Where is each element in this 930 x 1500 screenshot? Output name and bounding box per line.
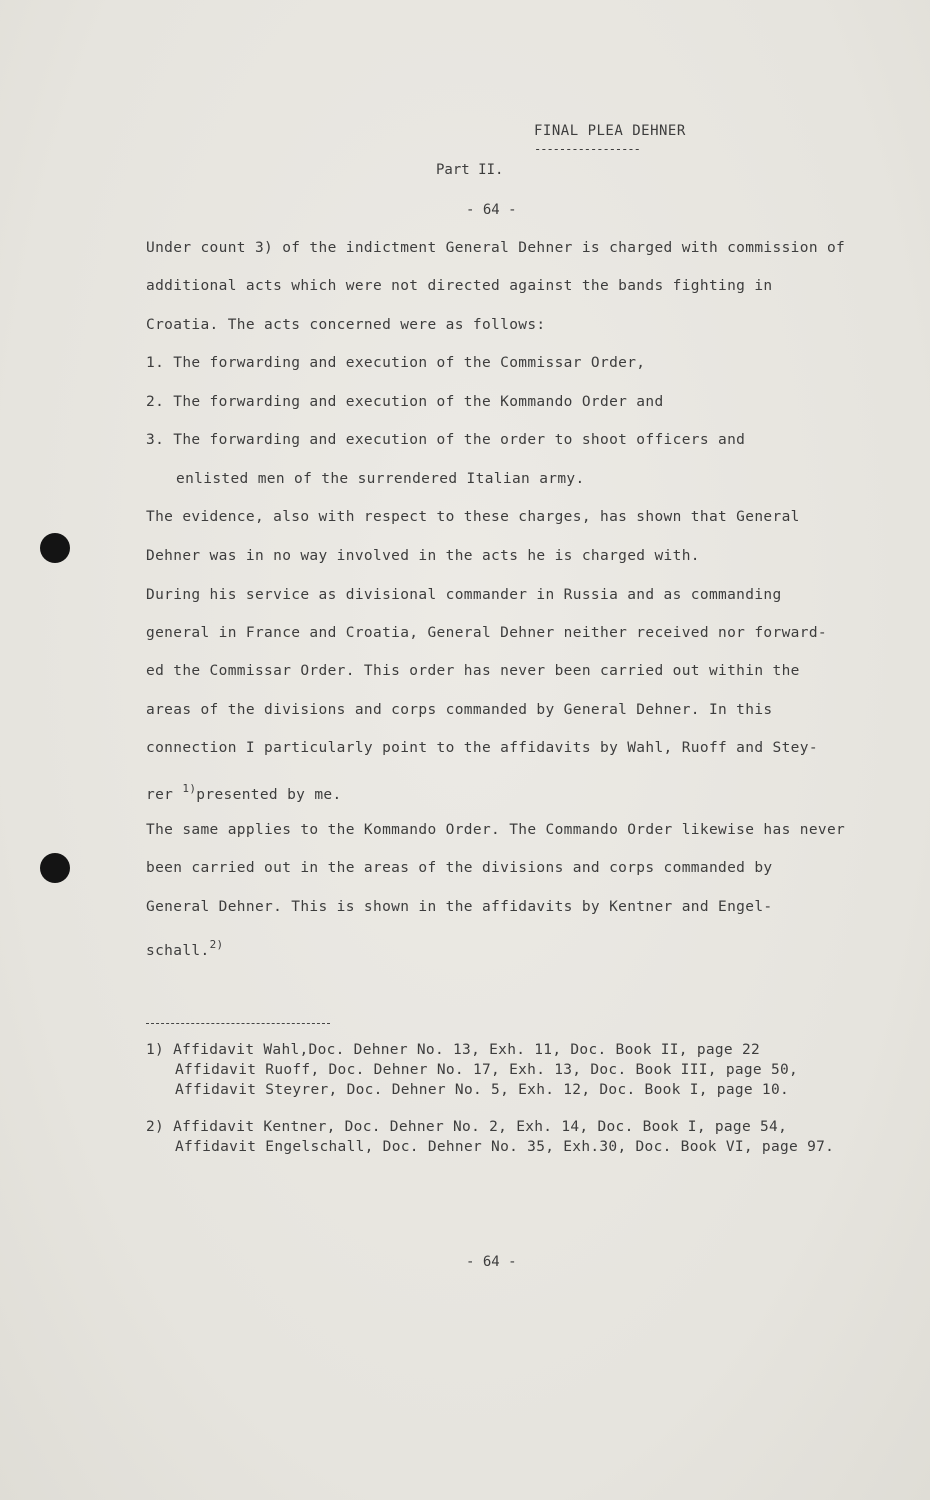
body-line: general in France and Croatia, General Dehner neither received nor forward- xyxy=(146,625,827,641)
list-item-2: 2. The forwarding and execution of the Kommando Order and xyxy=(146,394,664,410)
footnote-1-line-3: Affidavit Steyrer, Doc. Dehner No. 5, Exh. 12, Doc. Book I, page 10. xyxy=(175,1082,790,1098)
punch-hole-lower xyxy=(40,853,70,883)
footnote-separator xyxy=(146,1023,330,1024)
footnote-1-line-1: 1) Affidavit Wahl,Doc. Dehner No. 13, Exh. 11, Doc. Book II, page 22 xyxy=(146,1042,761,1058)
body-line-tail: presented by me. xyxy=(196,787,342,803)
footnote-2-line-2: Affidavit Engelschall, Doc. Dehner No. 35, Exh.30, Doc. Book VI, page 97. xyxy=(175,1139,835,1155)
footnote-2-line-1: 2) Affidavit Kentner, Doc. Dehner No. 2, Exh. 14, Doc. Book I, page 54, xyxy=(146,1119,788,1135)
list-item-3-continued: enlisted men of the surrendered Italian army. xyxy=(176,471,585,487)
body-line: During his service as divisional commander in Russia and as commanding xyxy=(146,587,782,603)
list-item-3: 3. The forwarding and execution of the order to shoot officers and xyxy=(146,432,746,448)
punch-hole-upper xyxy=(40,533,70,563)
body-line: been carried out in the areas of the divisions and corps commanded by xyxy=(146,860,773,876)
body-line-with-footnote-1 xyxy=(146,780,342,804)
footnote-1-line-2: Affidavit Ruoff, Doc. Dehner No. 17, Exh. 13, Doc. Book III, page 50, xyxy=(175,1062,799,1078)
body-line-text: rer xyxy=(146,787,174,803)
body-line-with-footnote-2 xyxy=(146,936,224,960)
page-number-bottom: - 64 - xyxy=(466,1254,517,1270)
body-line: ed the Commissar Order. This order has never been carried out within the xyxy=(146,663,800,679)
list-item-1: 1. The forwarding and execution of the Commissar Order, xyxy=(146,355,646,371)
footnote-reference-1: 1) xyxy=(182,782,197,795)
part-title: Part II. xyxy=(436,162,504,178)
body-line: The same applies to the Kommando Order. The Commando Order likewise has never xyxy=(146,822,846,838)
document-header-title: FINAL PLEA DEHNER xyxy=(534,123,686,139)
footnote-reference-2: 2) xyxy=(209,938,224,951)
body-line-text: schall. xyxy=(146,943,210,959)
body-line: The evidence, also with respect to these charges, has shown that General xyxy=(146,509,800,525)
body-line: Under count 3) of the indictment General Dehner is charged with commission of xyxy=(146,240,846,256)
header-underline: ----------------- xyxy=(534,142,640,152)
body-line: General Dehner. This is shown in the affidavits by Kentner and Engel- xyxy=(146,899,773,915)
page-number-top: - 64 - xyxy=(466,202,517,218)
body-line: Croatia. The acts concerned were as follows: xyxy=(146,317,546,333)
body-line: connection I particularly point to the affidavits by Wahl, Ruoff and Stey- xyxy=(146,740,818,756)
body-line: additional acts which were not directed against the bands fighting in xyxy=(146,278,773,294)
body-line: Dehner was in no way involved in the acts he is charged with. xyxy=(146,548,700,564)
body-line: areas of the divisions and corps commanded by General Dehner. In this xyxy=(146,702,773,718)
